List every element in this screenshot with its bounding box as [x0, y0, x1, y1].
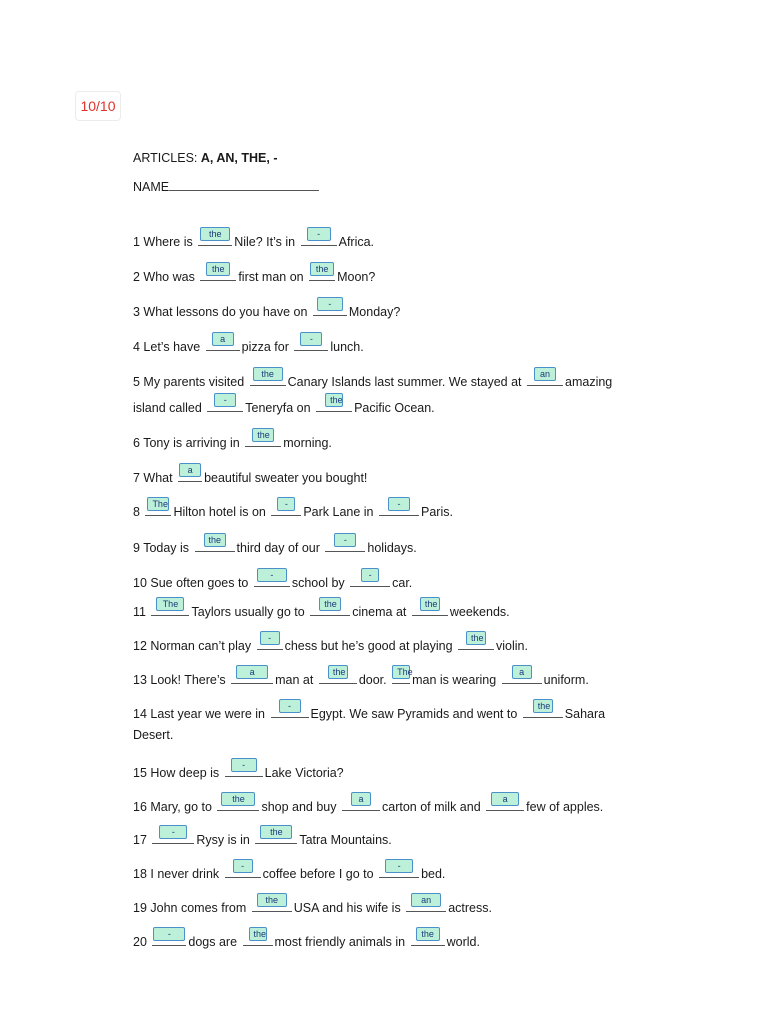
sentence-text: Lake Victoria? — [264, 766, 344, 780]
sentence-text: violin. — [496, 639, 528, 653]
answer-blank[interactable] — [217, 796, 259, 811]
answer-blank[interactable] — [145, 501, 171, 516]
name-label: NAME — [133, 180, 170, 194]
name-line — [133, 178, 319, 194]
sentence-text: Africa. — [338, 235, 375, 249]
answer-box[interactable]: The — [156, 597, 184, 611]
sentence-10 — [133, 537, 417, 555]
answer-blank[interactable] — [255, 829, 297, 844]
answer-blank[interactable] — [379, 501, 419, 516]
answer-box[interactable]: the — [328, 665, 348, 679]
sentence-text: school by — [291, 576, 349, 590]
answer-blank[interactable] — [316, 397, 352, 412]
sentence-text: shop and buy — [261, 800, 340, 814]
answer-blank[interactable] — [252, 897, 292, 912]
sentence-text: Pacific Ocean. — [354, 401, 435, 415]
sentence-text: morning. — [283, 436, 332, 450]
sentence-text: Teneryfa on — [245, 401, 315, 415]
answer-box[interactable]: - — [279, 699, 301, 713]
answer-blank[interactable] — [178, 467, 202, 482]
answer-blank[interactable] — [257, 635, 283, 650]
sentence-text: 4 Let’s have — [133, 340, 204, 354]
answer-box[interactable]: the — [310, 262, 334, 276]
sentence-text: door. — [358, 673, 391, 687]
sentence-text: USA and his wife is — [293, 901, 405, 915]
answer-blank[interactable] — [527, 371, 563, 386]
answer-box[interactable]: - — [388, 497, 410, 511]
sentence-text: holidays. — [367, 541, 417, 555]
answer-box[interactable]: the — [325, 393, 343, 407]
sentence-18 — [133, 796, 603, 814]
sentence-text: dogs are — [188, 935, 241, 949]
sentence-text: third day of our — [236, 541, 324, 555]
sentence-text: 12 Norman can’t play — [133, 639, 255, 653]
name-underline — [169, 178, 319, 191]
answer-box[interactable]: a — [512, 665, 532, 679]
sentence-15 — [133, 703, 605, 721]
answer-box[interactable]: the — [257, 893, 287, 907]
sentence-text: Sahara — [564, 707, 606, 721]
answer-blank[interactable] — [200, 266, 236, 281]
sentence-11 — [133, 572, 412, 590]
answer-box[interactable]: - — [307, 227, 331, 241]
sentence-text: 19 John comes from — [133, 901, 250, 915]
answer-box[interactable]: the — [252, 428, 274, 442]
answer-blank[interactable] — [206, 336, 240, 351]
sentence-text: 9 Today is — [133, 541, 193, 555]
sentence-text: 6 Tony is arriving in — [133, 436, 244, 450]
sentence-8 — [133, 467, 367, 485]
answer-box[interactable]: the — [533, 699, 553, 713]
answer-box[interactable]: - — [257, 568, 287, 582]
score-badge: 10/10 — [75, 91, 121, 121]
answer-box[interactable]: - — [260, 631, 280, 645]
answer-box[interactable]: the — [420, 597, 440, 611]
sentence-3 — [133, 301, 400, 319]
answer-blank[interactable] — [152, 829, 194, 844]
sentence-2 — [133, 266, 375, 284]
sentence-text: Moon? — [337, 270, 376, 284]
title-articles: A, AN, THE, - — [200, 151, 278, 165]
answer-blank[interactable] — [411, 931, 445, 946]
sentence-text: most friendly animals in — [274, 935, 409, 949]
sentence-text: 17 — [133, 833, 151, 847]
sentence-text: few of apples. — [526, 800, 604, 814]
answer-box[interactable]: the — [416, 927, 440, 941]
sentence-text: car. — [392, 576, 413, 590]
answer-blank[interactable] — [254, 572, 290, 587]
sentence-text: cinema at — [352, 605, 410, 619]
answer-box[interactable]: the — [204, 533, 226, 547]
answer-box[interactable]: - — [300, 332, 322, 346]
sentence-text: 15 How deep is — [133, 766, 223, 780]
sentence-4 — [133, 336, 364, 354]
sentence-text: chess but he’s good at playing — [284, 639, 457, 653]
answer-blank[interactable] — [313, 301, 347, 316]
sentence-16 — [133, 728, 173, 742]
sentence-9 — [133, 501, 453, 519]
answer-box[interactable]: - — [233, 859, 253, 873]
answer-box[interactable]: - — [231, 758, 257, 772]
sentence-14 — [133, 669, 589, 687]
answer-box[interactable]: - — [159, 825, 187, 839]
answer-blank[interactable] — [195, 537, 235, 552]
sentence-text: actress. — [448, 901, 492, 915]
answer-blank[interactable] — [319, 669, 357, 684]
answer-box[interactable]: - — [277, 497, 295, 511]
sentence-text: 2 Who was — [133, 270, 199, 284]
answer-blank[interactable] — [250, 371, 286, 386]
answer-blank[interactable] — [231, 669, 273, 684]
answer-blank[interactable] — [243, 931, 273, 946]
sentence-text: uniform. — [543, 673, 589, 687]
answer-box[interactable]: the — [260, 825, 292, 839]
answer-box[interactable]: the — [206, 262, 230, 276]
sentence-text: Hilton hotel is on — [173, 505, 270, 519]
answer-box[interactable]: - — [317, 297, 343, 311]
answer-box[interactable]: - — [361, 568, 379, 582]
sentence-12 — [133, 601, 510, 619]
answer-blank[interactable] — [309, 266, 335, 281]
sentence-text: Canary Islands last summer. We stayed at — [287, 375, 526, 389]
sentence-text: 10 Sue often goes to — [133, 576, 252, 590]
answer-box[interactable]: - — [334, 533, 356, 547]
answer-blank[interactable] — [225, 863, 261, 878]
sentence-text: 13 Look! There’s — [133, 673, 230, 687]
sentence-text: island called — [133, 401, 206, 415]
sentence-text: Taylors usually go to — [191, 605, 309, 619]
answer-box[interactable]: a — [351, 792, 371, 806]
answer-box[interactable]: the — [221, 792, 255, 806]
sentence-22 — [133, 931, 480, 949]
answer-blank[interactable] — [379, 863, 419, 878]
answer-blank[interactable] — [310, 601, 350, 616]
sentence-text: man is wearing — [412, 673, 500, 687]
worksheet-title — [133, 151, 277, 165]
answer-box[interactable]: a — [179, 463, 201, 477]
sentence-text: 1 Where is — [133, 235, 197, 249]
answer-box[interactable]: the — [253, 367, 283, 381]
sentence-text: 8 — [133, 505, 144, 519]
answer-box[interactable]: The — [392, 665, 410, 679]
sentence-text: first man on — [238, 270, 308, 284]
answer-blank[interactable] — [392, 667, 413, 684]
answer-blank[interactable] — [271, 501, 301, 516]
sentence-text: 7 What — [133, 471, 177, 485]
answer-blank[interactable] — [458, 635, 494, 650]
sentence-21 — [133, 897, 492, 915]
sentence-5 — [133, 371, 612, 389]
sentence-text: Park Lane in — [303, 505, 377, 519]
sentence-19 — [133, 829, 392, 847]
sentence-text: Tatra Mountains. — [299, 833, 392, 847]
answer-box[interactable]: The — [147, 497, 169, 511]
sentence-text: 20 — [133, 935, 151, 949]
sentence-text: 5 My parents visited — [133, 375, 248, 389]
sentence-text: 3 What lessons do you have on — [133, 305, 311, 319]
answer-blank[interactable] — [245, 432, 281, 447]
sentence-1 — [133, 231, 374, 249]
sentence-text: Paris. — [421, 505, 453, 519]
sentence-text: pizza for — [241, 340, 293, 354]
answer-box[interactable]: the — [200, 227, 230, 241]
sentence-text: Monday? — [348, 305, 401, 319]
answer-blank[interactable] — [502, 669, 542, 684]
sentence-text: Desert. — [133, 728, 174, 742]
answer-box[interactable]: a — [212, 332, 234, 346]
sentence-text: beautiful sweater you bought! — [204, 471, 368, 485]
answer-blank[interactable] — [325, 537, 365, 552]
sentence-text: bed. — [421, 867, 446, 881]
sentence-17 — [133, 762, 344, 780]
sentence-text: amazing — [565, 375, 613, 389]
sentence-text: 14 Last year we were in — [133, 707, 269, 721]
answer-blank[interactable] — [301, 231, 337, 246]
answer-blank[interactable] — [207, 397, 243, 412]
answer-box[interactable]: - — [214, 393, 236, 407]
answer-blank[interactable] — [152, 931, 186, 946]
answer-blank[interactable] — [198, 231, 232, 246]
sentence-text: lunch. — [330, 340, 364, 354]
sentence-6 — [133, 397, 435, 415]
answer-blank[interactable] — [151, 601, 189, 616]
answer-blank[interactable] — [523, 703, 563, 718]
sentence-text: carton of milk and — [382, 800, 485, 814]
answer-box[interactable]: an — [411, 893, 441, 907]
sentence-20 — [133, 863, 445, 881]
answer-blank[interactable] — [294, 336, 328, 351]
answer-box[interactable]: the — [319, 597, 341, 611]
sentence-text: world. — [446, 935, 480, 949]
sentence-text: coffee before I go to — [262, 867, 378, 881]
answer-box[interactable]: - — [385, 859, 413, 873]
answer-blank[interactable] — [342, 796, 380, 811]
answer-blank[interactable] — [486, 796, 524, 811]
answer-blank[interactable] — [412, 601, 448, 616]
answer-box[interactable]: the — [466, 631, 486, 645]
sentence-13 — [133, 635, 528, 653]
sentence-text: 18 I never drink — [133, 867, 223, 881]
answer-box[interactable]: a — [236, 665, 268, 679]
sentence-text: 16 Mary, go to — [133, 800, 216, 814]
sentence-text: man at — [275, 673, 317, 687]
sentence-text: Rysy is in — [196, 833, 254, 847]
title-prefix: ARTICLES: — [133, 151, 201, 165]
sentence-text: Egypt. We saw Pyramids and went to — [310, 707, 521, 721]
answer-box[interactable]: - — [153, 927, 185, 941]
answer-box[interactable]: an — [534, 367, 556, 381]
answer-blank[interactable] — [350, 572, 390, 587]
answer-blank[interactable] — [406, 897, 446, 912]
sentence-text: 11 — [133, 605, 150, 619]
answer-blank[interactable] — [271, 703, 309, 718]
sentence-7 — [133, 432, 332, 450]
answer-blank[interactable] — [225, 762, 263, 777]
sentence-text: weekends. — [449, 605, 510, 619]
answer-box[interactable]: the — [249, 927, 267, 941]
sentence-text: Nile? It’s in — [234, 235, 299, 249]
answer-box[interactable]: a — [491, 792, 519, 806]
